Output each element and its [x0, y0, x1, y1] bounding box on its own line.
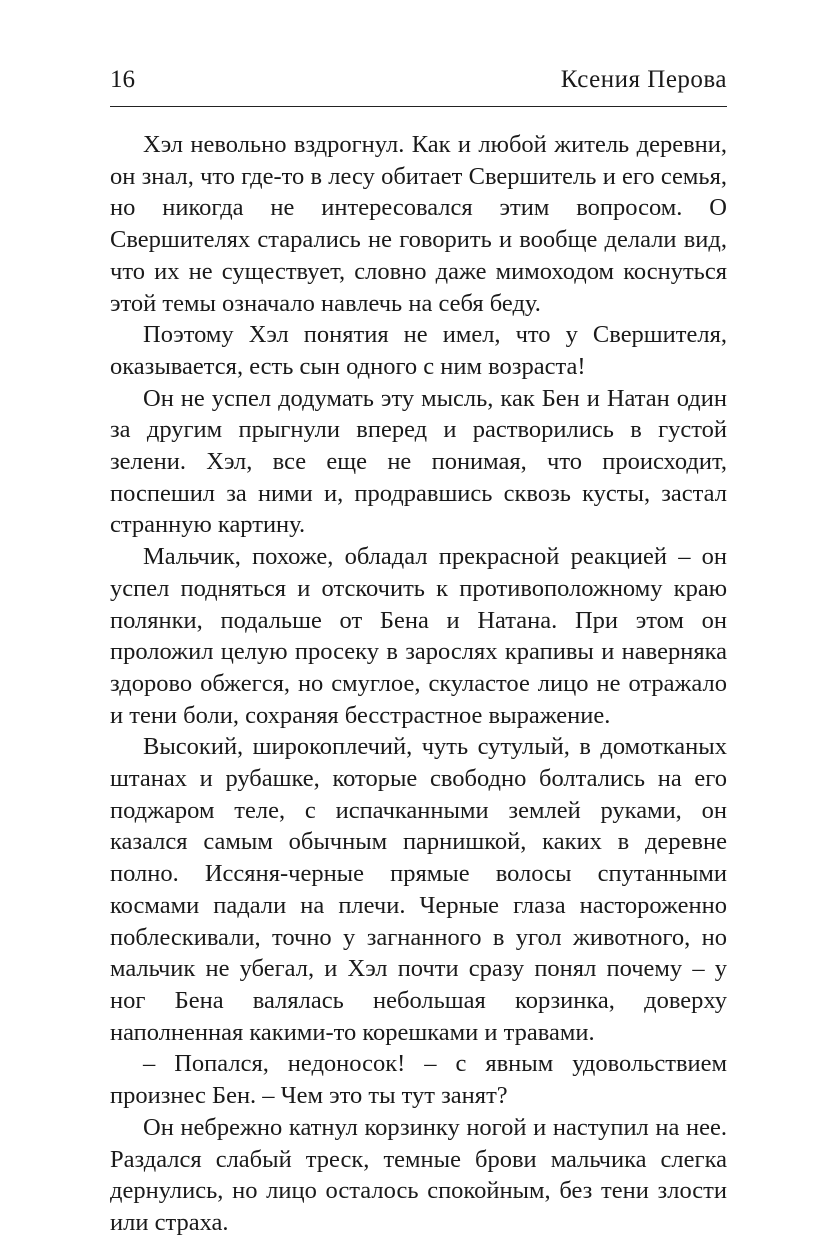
paragraph: Высокий, широкоплечий, чуть сутулый, в домотканых штанах и рубашке, которые свободно болтались на его поджаром теле, с испачканными землей руками, он казался самым обычным парнишкой, каких в деревне полно. Иссяня-черные прямые волосы спутанными космами падали на плечи. Черные глаза настороженно поблескивали, точно у загнанного в угол животного, но мальчик не убегал, и Хэл почти сразу понял почему – у ног Бена валялась небольшая корзинка, доверху наполненная какими-то корешками и травами. [110, 733, 727, 1046]
page-number: 16 [110, 66, 135, 93]
paragraph: Поэтому Хэл понятия не имел, что у Свершителя, оказывается, есть сын одного с ним возраста! [110, 321, 727, 380]
page-header [110, 66, 727, 102]
paragraph: Хэл невольно вздрогнул. Как и любой житель деревни, он знал, что где-то в лесу обитает Свершитель и его семья, но никогда не интересовался этим вопросом. О Свершителях старались не говорить и вообще делали вид, что их не существует, словно даже мимоходом коснуться этой темы означало навлечь на себя беду. [110, 131, 727, 317]
paragraph: Он небрежно катнул корзинку ногой и наступил на нее. Раздался слабый треск, темные брови мальчика слегка дернулись, но лицо осталось спокойным, без тени злости или страха. [110, 1113, 727, 1236]
paragraph: Мальчик, похоже, обладал прекрасной реакцией – он успел подняться и отскочить к противоположному краю полянки, подальше от Бена и Натана. При этом он проложил целую просеку в зарослях крапивы и наверняка здорово обжегся, но смуглое, скуластое лицо не отражало и тени боли, сохраняя бесстрастное выражение. [110, 543, 727, 729]
header-divider [110, 106, 727, 107]
paragraph: Он не успел додумать эту мысль, как Бен и Натан один за другим прыгнули вперед и растворились в густой зелени. Хэл, все еще не понимая, что происходит, поспешил за ними и, продравшись сквозь кусты, застал странную картину. [110, 384, 727, 539]
body-text [110, 129, 727, 1239]
dialogue-paragraph: – Попался, недоносок! – с явным удовольствием произнес Бен. – Чем это ты тут занят? [110, 1050, 727, 1110]
running-title: Ксения Перова [560, 66, 727, 93]
